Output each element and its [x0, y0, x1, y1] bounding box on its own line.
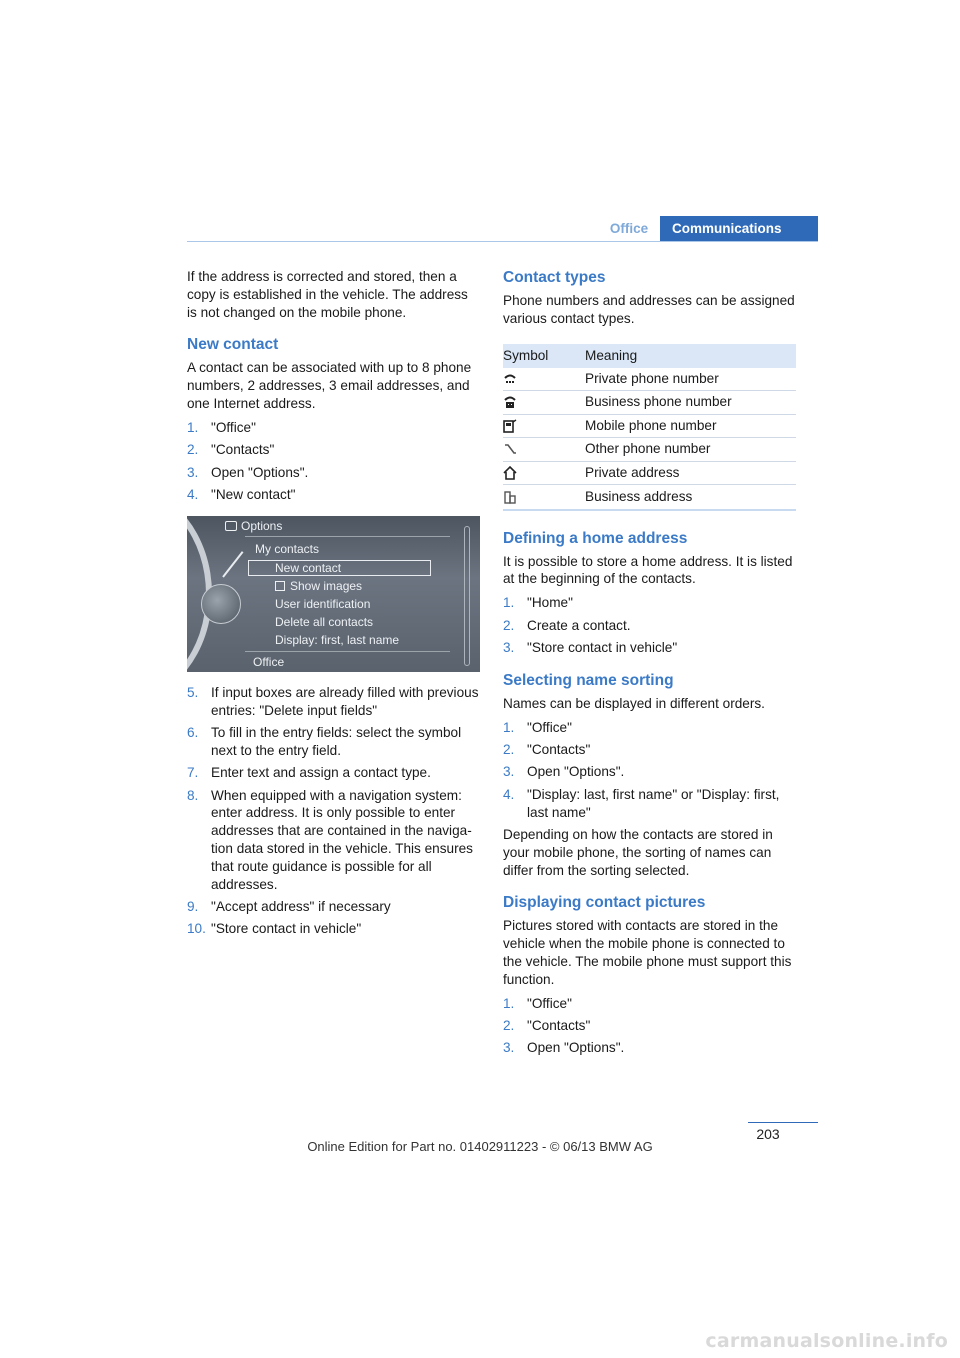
table-cell: Other phone number: [585, 441, 711, 457]
options-icon: [225, 521, 237, 531]
step-text: Enter text and assign a contact type.: [211, 765, 431, 781]
table-row: [503, 415, 796, 439]
checkbox-icon: [275, 581, 285, 591]
list-item: [187, 684, 479, 720]
home-address-paragraph: It is possible to store a home address. It is listed at the beginning of the contacts.: [503, 553, 793, 587]
page-number: 203: [756, 1126, 780, 1142]
list-item: [187, 464, 479, 482]
list-item: [503, 786, 796, 822]
step-text: Open "Options".: [527, 764, 625, 780]
business-phone-icon: [503, 395, 517, 409]
table-cell: Business address: [585, 488, 693, 504]
name-sorting-paragraph: Names can be displayed in different orders.: [503, 695, 765, 711]
scrollbar-graphic: [464, 526, 470, 666]
meaning-column-header: Meaning: [585, 347, 638, 363]
list-item: [503, 741, 796, 759]
table-cell: Mobile phone number: [585, 417, 717, 433]
step-text: "Home": [527, 595, 573, 611]
screen-footer: Office: [253, 654, 285, 669]
step-text: "Store contact in vehicle": [211, 921, 362, 937]
table-cell: Private phone number: [585, 370, 719, 386]
step-number: 4.: [187, 486, 199, 502]
screen-menu-item: Display: first, last name: [275, 632, 400, 647]
list-item: [503, 1017, 796, 1035]
new-contact-steps-b: [187, 684, 479, 938]
step-number: 9.: [187, 898, 199, 914]
step-number: 1.: [503, 995, 515, 1011]
home-address-heading: Defining a home address: [503, 529, 688, 547]
step-number: 3.: [503, 764, 515, 780]
header-section-label: Office: [609, 221, 649, 236]
step-number: 2.: [503, 741, 515, 757]
screen-header: Options: [241, 518, 283, 533]
step-number: 2.: [503, 617, 515, 633]
step-text: Open "Options".: [211, 464, 309, 480]
left-column: [187, 268, 479, 943]
screen-group-label: My contacts: [255, 541, 320, 556]
watermark: carmanualsonline.info: [705, 1330, 948, 1352]
step-text: "New contact": [211, 486, 296, 502]
list-item: [503, 763, 796, 781]
step-number: 3.: [503, 1040, 515, 1056]
step-number: 2.: [503, 1017, 515, 1033]
list-item: [187, 920, 479, 938]
home-address-steps: [503, 594, 796, 657]
contact-types-heading: Contact types: [503, 269, 606, 286]
step-text: "Accept address" if necessary: [211, 898, 391, 914]
table-row: [503, 391, 796, 415]
contact-pictures-heading: Displaying contact pictures: [503, 894, 706, 912]
list-item: [187, 724, 479, 760]
step-text: "Contacts": [527, 1017, 591, 1033]
step-text: "Contacts": [211, 442, 275, 458]
step-number: 1.: [503, 719, 515, 735]
new-contact-heading: New contact: [187, 336, 279, 354]
table-cell: Business phone number: [585, 394, 732, 410]
new-contact-steps-a: [187, 419, 479, 504]
name-sorting-heading: Selecting name sorting: [503, 671, 674, 689]
screen-menu-item: Delete all contacts: [275, 614, 374, 629]
intro-paragraph: If the address is corrected and stored, then a copy is established in the vehicle. The address is not changed on the mobile phone.: [187, 269, 468, 320]
header-chapter-tab: Communications: [660, 216, 818, 242]
step-text: To fill in the entry fields: select the symbol next to the entry field.: [211, 724, 462, 758]
mobile-phone-icon: [503, 419, 517, 433]
step-number: 10.: [187, 921, 206, 937]
header-rule: [187, 241, 818, 242]
symbol-column-header: Symbol: [503, 347, 549, 363]
step-number: 2.: [187, 442, 199, 458]
contact-types-table: [503, 344, 796, 511]
step-number: 3.: [503, 639, 515, 655]
step-text: "Contacts": [527, 741, 591, 757]
list-item: [187, 486, 479, 504]
screen-menu-item: User identification: [275, 596, 371, 611]
right-column: [503, 268, 796, 1062]
list-item: [187, 764, 479, 782]
controller-knob-icon: [201, 584, 241, 624]
screen-menu-item: New contact: [275, 560, 342, 575]
new-contact-paragraph: A contact can be associated with up to 8 phone numbers, 2 addresses, 3 email addresses, and one Internet address.: [187, 360, 472, 411]
table-row: [503, 462, 796, 486]
list-item: [187, 898, 479, 916]
step-text: "Store contact in vehicle": [527, 639, 678, 655]
table-row: [503, 438, 796, 462]
step-number: 7.: [187, 765, 199, 781]
step-text: If input boxes are already filled with previous entries: "Delete input fields": [211, 684, 479, 718]
list-item: [503, 639, 796, 657]
step-text: When equipped with a navigation system: enter address. It is only possible to enter addresses that are contained in the naviga-tion data stored in the vehicle. This ensures that route guidance is possible for all addresses.: [211, 787, 473, 892]
screen-header-row: [225, 518, 282, 534]
page-number-rule: [748, 1122, 818, 1123]
business-address-icon: [503, 490, 517, 504]
list-item: [503, 995, 796, 1013]
selection-pointer: [222, 551, 243, 577]
contact-pictures-steps: [503, 995, 796, 1058]
step-text: "Display: last, first name" or "Display: first, last name": [527, 786, 780, 820]
contact-pictures-paragraph: Pictures stored with contacts are stored in the vehicle when the mobile phone is connected to the vehicle. The mobile phone must support this function.: [503, 918, 792, 987]
list-item: [187, 419, 479, 437]
step-text: "Office": [527, 719, 572, 735]
list-item: [503, 617, 796, 635]
private-address-icon: [503, 466, 517, 480]
edition-footer: Online Edition for Part no. 01402911223 - © 06/13 BMW AG: [307, 1139, 653, 1154]
screen-divider: [245, 651, 450, 652]
other-phone-icon: [503, 442, 517, 456]
step-text: Create a contact.: [527, 617, 631, 633]
list-item: [187, 787, 479, 894]
table-cell: Private address: [585, 464, 680, 480]
step-number: 4.: [503, 786, 515, 802]
table-row: [503, 485, 796, 509]
step-number: 8.: [187, 787, 199, 803]
screen-divider: [245, 536, 450, 537]
table-row: [503, 368, 796, 392]
list-item: [503, 1039, 796, 1057]
screen-menu-item: Show images: [290, 578, 363, 593]
private-phone-icon: [503, 372, 517, 386]
step-number: 1.: [503, 595, 515, 611]
step-number: 6.: [187, 724, 199, 740]
contact-types-paragraph: Phone numbers and addresses can be assigned various contact types.: [503, 293, 795, 326]
idrive-options-screenshot: [187, 516, 480, 672]
name-sorting-steps: [503, 719, 796, 822]
list-item: [503, 719, 796, 737]
step-number: 5.: [187, 684, 199, 700]
table-header: [503, 344, 796, 368]
step-text: "Office": [211, 419, 256, 435]
list-item: [503, 594, 796, 612]
screen-menu-item-row: [275, 578, 362, 594]
step-text: "Office": [527, 995, 572, 1011]
step-number: 3.: [187, 464, 199, 480]
list-item: [187, 441, 479, 459]
name-sorting-note: Depending on how the contacts are stored in your mobile phone, the sorting of names can differ from the sorting selected.: [503, 826, 773, 878]
step-number: 1.: [187, 419, 199, 435]
step-text: Open "Options".: [527, 1040, 625, 1056]
